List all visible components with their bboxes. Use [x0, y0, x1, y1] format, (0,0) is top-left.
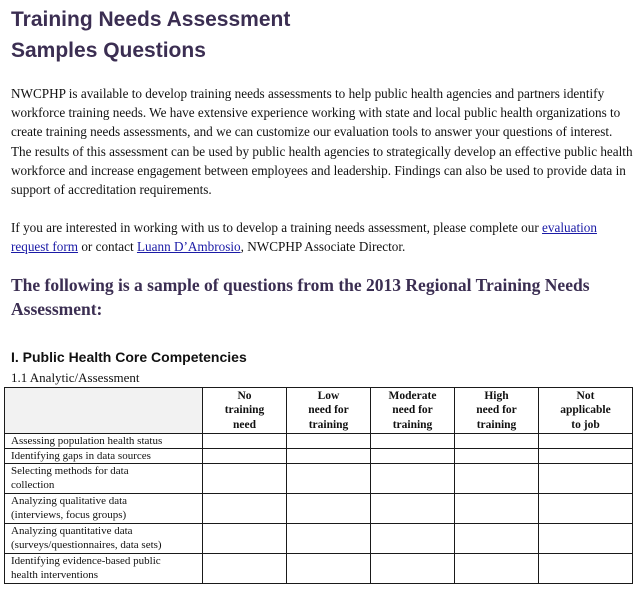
table-row	[5, 524, 633, 554]
title-line-2: Samples Questions	[11, 39, 206, 62]
question-cell: Analyzing quantitative data (surveys/questionnaires, data sets)	[5, 524, 203, 554]
rating-cell[interactable]	[539, 554, 633, 584]
question-cell: Assessing population health status	[5, 434, 203, 449]
rating-cell[interactable]	[203, 434, 287, 449]
rating-cell[interactable]	[287, 554, 371, 584]
rating-cell[interactable]	[371, 449, 455, 464]
intro-paragraph: NWCPHP is available to develop training needs assessments to help public health agencies and partners identify workforce training needs. We have extensive experience working with state and local public health organizations to create training needs assessments, and we can customize our evaluation tools to answer your questions of interest. The results of this assessment can be used by public health agencies to strategically develop an effective public health workforce and increase engagement between employees and leadership. Findings can also be used to provide data in support of accreditation requirements.	[11, 86, 633, 198]
table-row	[5, 434, 633, 449]
rating-cell[interactable]	[287, 494, 371, 524]
rating-cell[interactable]	[539, 494, 633, 524]
rating-cell[interactable]	[371, 554, 455, 584]
rating-cell[interactable]	[203, 494, 287, 524]
evaluation-request-form-link[interactable]: evaluation request form	[11, 220, 597, 255]
rating-cell[interactable]	[455, 494, 539, 524]
column-header-moderate-need: Moderate need for training	[371, 388, 455, 434]
rating-cell[interactable]	[203, 464, 287, 494]
rating-cell[interactable]	[539, 524, 633, 554]
table-row	[5, 449, 633, 464]
question-cell: Identifying gaps in data sources	[5, 449, 203, 464]
page-title	[11, 4, 290, 66]
contact-paragraph	[11, 218, 635, 256]
section-heading: I. Public Health Core Competencies	[11, 349, 247, 365]
subsection-heading: 1.1 Analytic/Assessment	[11, 370, 140, 385]
rating-cell[interactable]	[455, 464, 539, 494]
rating-cell[interactable]	[539, 449, 633, 464]
contact-text-start: If you are interested in working with us to develop a training needs assessment, please complete our	[11, 220, 539, 235]
rating-cell[interactable]	[287, 449, 371, 464]
rating-cell[interactable]	[455, 554, 539, 584]
title-line-1: Training Needs Assessment	[11, 8, 291, 31]
contact-text-middle: or contact	[81, 239, 134, 255]
rating-cell[interactable]	[371, 494, 455, 524]
rating-cell[interactable]	[371, 464, 455, 494]
table-row	[5, 494, 633, 524]
rating-cell[interactable]	[455, 449, 539, 464]
header-corner-cell	[5, 388, 203, 434]
rating-cell[interactable]	[203, 524, 287, 554]
lead-heading: The following is a sample of questions from the 2013 Regional Training Needs Assessment:	[11, 275, 590, 319]
rating-cell[interactable]	[203, 554, 287, 584]
rating-cell[interactable]	[455, 524, 539, 554]
rating-cell[interactable]	[287, 464, 371, 494]
table-row	[5, 554, 633, 584]
rating-cell[interactable]	[287, 524, 371, 554]
assessment-table	[4, 387, 633, 584]
table-header-row	[5, 388, 633, 434]
question-cell: Identifying evidence-based public health interventions	[5, 554, 203, 584]
rating-cell[interactable]	[203, 449, 287, 464]
rating-cell[interactable]	[371, 434, 455, 449]
rating-cell[interactable]	[539, 434, 633, 449]
question-cell: Selecting methods for data collection	[5, 464, 203, 494]
rating-cell[interactable]	[455, 434, 539, 449]
luann-dambrosio-link[interactable]: Luann D’Ambrosio	[136, 239, 241, 255]
contact-text-end: , NWCPHP Associate Director.	[240, 239, 406, 255]
column-header-low-need: Low need for training	[287, 388, 371, 434]
question-cell: Analyzing qualitative data (interviews, focus groups)	[5, 494, 203, 524]
column-header-high-need: High need for training	[455, 388, 539, 434]
rating-cell[interactable]	[287, 434, 371, 449]
rating-cell[interactable]	[539, 464, 633, 494]
column-header-no-training-need: No training need	[203, 388, 287, 434]
column-header-not-applicable: Not applicable to job	[539, 388, 633, 434]
rating-cell[interactable]	[371, 524, 455, 554]
table-row	[5, 464, 633, 494]
